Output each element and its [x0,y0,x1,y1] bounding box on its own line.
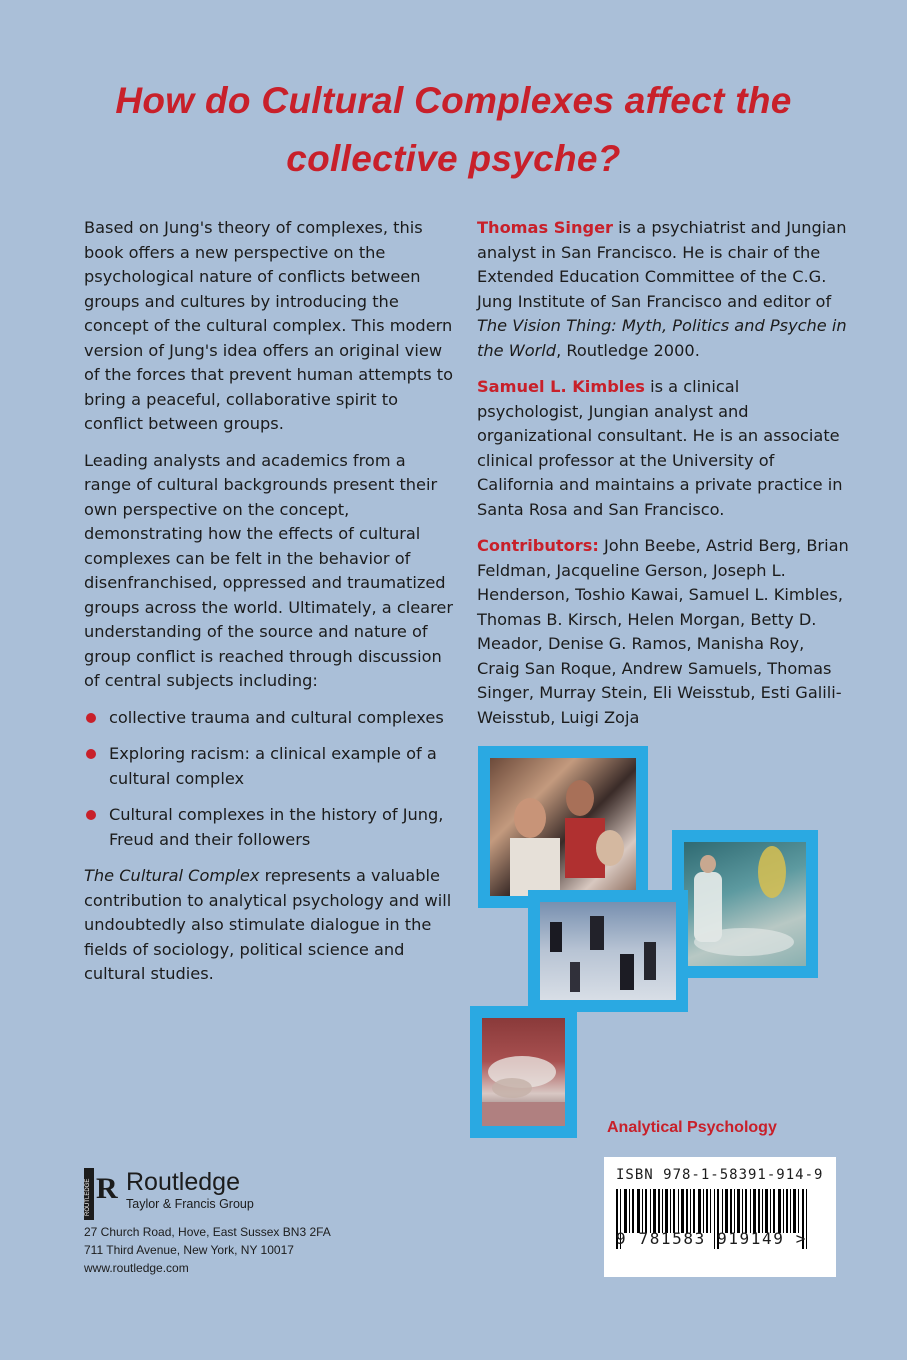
contributors: Contributors: John Beebe, Astrid Berg, Brian Feldman, Jacqueline Gerson, Joseph L. Henderson, Toshio Kawai, Samuel L. Kimbles, Thomas B. Kirsch, Helen Morgan, Betty D. Meador, Denise G. Ramos, Manisha Roy, Craig San Roque, Andrew Samuels, Thomas Singer, Murray Stein, Eli Weisstub, Esti Galili-Weisstub, Luigi Zoja [477,536,849,727]
bullet-dot-icon [86,713,96,723]
editor-bio-kimbles: Samuel L. Kimbles is a clinical psychologist, Jungian analyst and organizational consultant. He is an associate clinical professor at the University of California and maintains a private practice in Santa Rosa and San Francisco. [477,377,843,519]
publisher-block [84,1168,331,1276]
publisher-address-us: 711 Third Avenue, New York, NY 10017 [84,1243,294,1257]
isbn-text: ISBN 978-1-58391-914-9 [616,1167,824,1183]
headline-line-1: How do Cultural Complexes affect the [115,80,792,121]
description-paragraph-3: The Cultural Complex represents a valuable contribution to analytical psychology and will undoubtedly also stimulate dialogue in the fields of sociology, political science and cultural studies. [84,866,452,983]
photo-crowd-faces [478,746,648,908]
book-title: The Cultural Complex [84,866,260,885]
crowd-gathering-image [482,1018,565,1126]
publisher-name: Routledge [126,1168,240,1196]
bullet-dot-icon [86,810,96,820]
publisher-address-uk: 27 Church Road, Hove, East Sussex BN3 2FA [84,1225,331,1239]
series-label: Analytical Psychology [607,1119,777,1136]
photo-crowd-gathering [470,1006,577,1138]
walking-people-image [540,902,676,1000]
photo-blurred-figure [672,830,818,978]
blurred-figure-image [684,842,806,966]
logo-side-text: ROUTLEDGE [85,1178,91,1216]
publisher-website: www.routledge.com [84,1261,189,1275]
list-item: Exploring racism: a clinical example of a cultural complex [84,742,456,791]
list-item: collective trauma and cultural complexes [84,706,456,731]
publisher-group: Taylor & Francis Group [126,1197,254,1211]
editor-name-singer: Thomas Singer [477,218,614,237]
description-column [84,216,456,999]
editor-book-title: The Vision Thing: Myth, Politics and Psyche in the World [477,316,847,360]
headline [0,72,907,188]
crowd-faces-image [490,758,636,896]
barcode-digits: 9 781583 919149 > [616,1229,807,1248]
photo-walking-people [528,890,688,1012]
isbn-barcode [604,1157,836,1277]
description-paragraph-2: Leading analysts and academics from a range of cultural backgrounds present their own perspective on the concept, demonstrating how the effects of cultural complexes can be felt in the behavior of disenfranchised, oppressed and traumatized groups across the world. Ultimately, a clearer understanding of the source and nature of group conflict is reached through discussion of central subjects including: [84,450,454,690]
description-paragraph-1: Based on Jung's theory of complexes, this book offers a new perspective on the psychological nature of conflicts between groups and cultures by introducing the concept of the cultural complex. This modern version of Jung's idea offers an original view of the forces that prevent human attempts to bring a peaceful, collaborative spirit to conflict between groups. [84,218,454,433]
contributors-label: Contributors: [477,536,599,555]
headline-line-2: collective psyche? [286,138,621,179]
editors-column [477,216,849,742]
logo-letter: R [96,1172,118,1205]
editor-name-kimbles: Samuel L. Kimbles [477,377,645,396]
subject-list [84,706,456,853]
routledge-logo-icon [84,1168,120,1220]
list-item: Cultural complexes in the history of Jung, Freud and their followers [84,803,456,852]
bullet-dot-icon [86,749,96,759]
editor-bio-singer: Thomas Singer is a psychiatrist and Jungian analyst in San Francisco. He is chair of the Extended Education Committee of the C.G. Jung Institute of San Francisco and editor of The Vision Thing: Myth, Politics and Psyche in the World, Routledge 2000. [477,218,847,360]
